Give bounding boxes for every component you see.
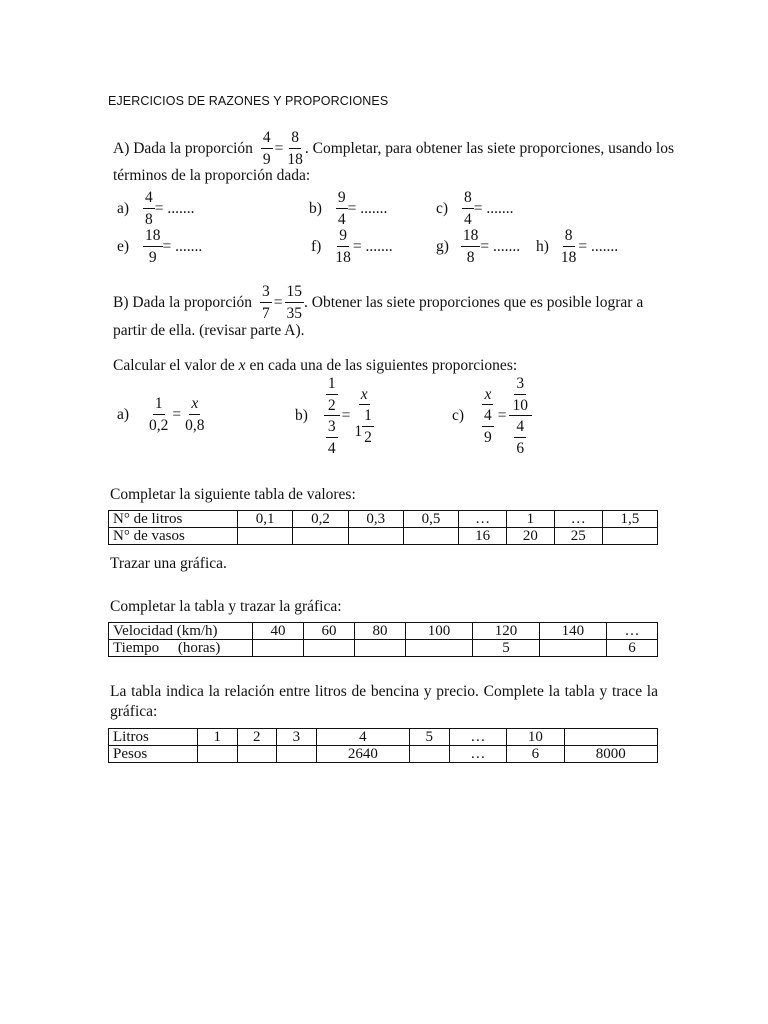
item-g: g) $\frac{18}{8}$ = ....... — [436, 227, 521, 266]
calc-a: a) $\frac{1}{0,2}$ = $\frac{x}{0,8}$ — [117, 395, 205, 434]
table-velocidad-tiempo — [108, 622, 658, 657]
calc-c: c) $\frac{x}{\frac{4}{9}}$ = $\frac{\frac{3}{10}}{\frac{4}{6}}$ — [452, 376, 532, 456]
part-b-line2: partir de ella. (revisar parte A). — [113, 322, 305, 339]
table-row: N° de vasos 16 20 25 — [109, 528, 658, 545]
part-a-suffix: . Completar, para obtener las siete proporciones, usando los — [304, 139, 675, 157]
item-b: b) $\frac{9}{4}$ = ....... — [309, 189, 388, 228]
calc-intro: Calcular el valor de x en cada una de las siguientes proporciones: — [113, 357, 518, 374]
item-h: h) $\frac{8}{18}$ = ....... — [536, 227, 619, 266]
part-a-intro: A) Dada la proporción $\frac{4}{9}$ = $\frac{8}{18}$ . Completar, para obtener las siete proporciones, usando los — [113, 129, 675, 168]
part-b-intro: B) Dada la proporción $\frac{3}{7}$ = $\frac{15}{35}$ . Obtener las siete proporciones que es posible lograr a — [113, 283, 644, 322]
item-a: a) $\frac{4}{8}$ = ....... — [117, 189, 195, 228]
table2-heading: Completar la tabla y trazar la gráfica: — [110, 598, 342, 615]
table-litros-vasos — [108, 510, 658, 545]
part-a-prefix: A) Dada la proporción — [113, 139, 253, 157]
page-title: EJERCICIOS DE RAZONES Y PROPORCIONES — [108, 94, 389, 108]
table-row: N° de litros 0,1 0,2 0,3 0,5 … 1 … 1,5 — [109, 511, 658, 528]
part-a-line2: términos de la proporción dada: — [113, 167, 311, 184]
table-row: Velocidad (km/h) 40 60 80 100 120 140 … — [109, 623, 658, 640]
item-c: c) $\frac{8}{4}$ = ....... — [436, 189, 514, 228]
part-b-fraction-2: $\frac{15}{35}$ — [286, 283, 303, 322]
item-e: e) $\frac{18}{9}$ = ....... — [117, 227, 203, 266]
table3-heading-line1: La tabla indica la relación entre litros de bencina y precio. Complete la tabla y trace la — [110, 683, 658, 700]
table1-after: Trazar una gráfica. — [110, 555, 227, 572]
table-row: Pesos 2640 … 6 8000 — [109, 746, 658, 763]
table-row: Litros 1 2 3 4 5 … 10 — [109, 729, 658, 746]
calc-b: b) $\frac{\frac{1}{2}}{\frac{3}{4}}$ = x 1 $\frac{1}{2}$ — [295, 375, 372, 457]
given-fraction-1: $\frac{4}{9}$ — [262, 129, 271, 168]
table-litros-pesos — [108, 728, 658, 763]
item-f: f) $\frac{9}{18}$ = ....... — [311, 227, 393, 266]
table1-heading: Completar la siguiente tabla de valores: — [110, 486, 356, 503]
given-fraction-2: $\frac{8}{18}$ — [287, 129, 303, 168]
table-row: Tiempo (horas) 5 6 — [109, 640, 658, 657]
table3-heading-line2: gráfica: — [110, 703, 158, 720]
part-b-fraction-1: $\frac{3}{7}$ — [262, 283, 270, 322]
